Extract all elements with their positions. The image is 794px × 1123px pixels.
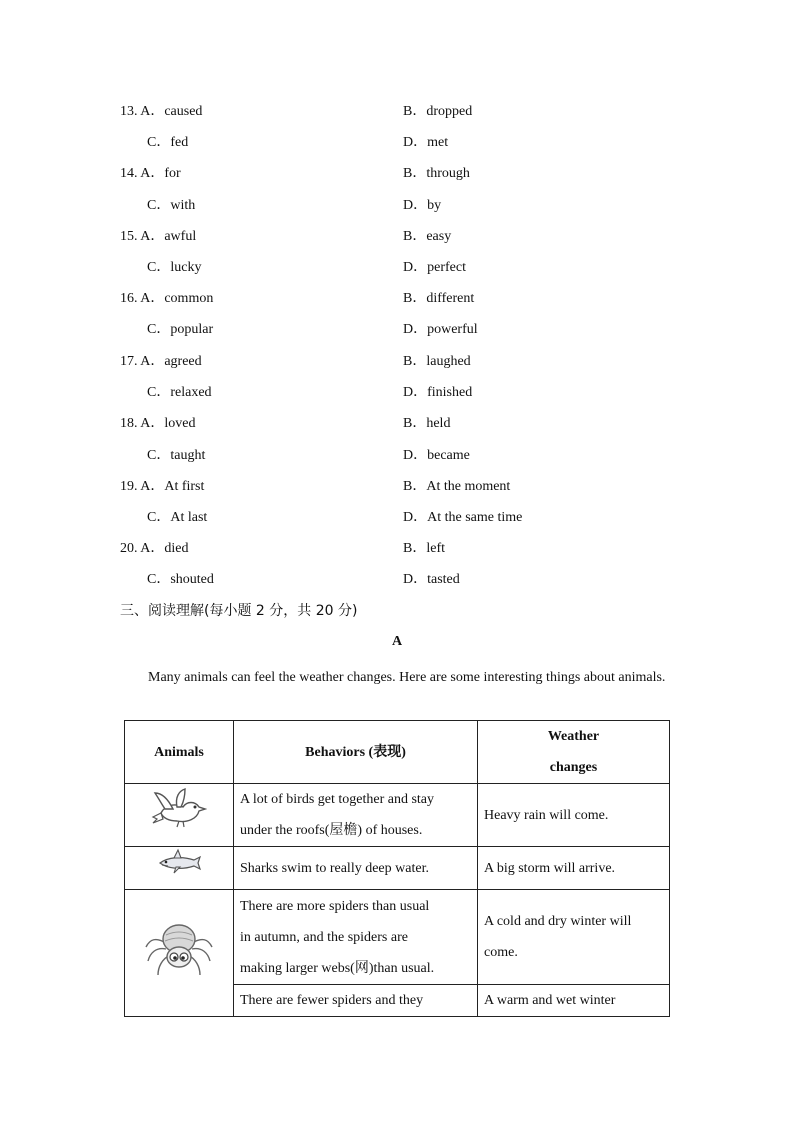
header-weather-line-2: changes bbox=[549, 760, 598, 775]
option-a: 14. A．for bbox=[120, 166, 181, 181]
option-d: D．perfect bbox=[403, 260, 466, 275]
bird-icon bbox=[151, 787, 207, 831]
option-a: 20. A．died bbox=[120, 541, 189, 556]
header-animals: Animals bbox=[125, 721, 234, 784]
option-c: C．taught bbox=[147, 448, 206, 463]
question-17-row-1 bbox=[0, 352, 794, 372]
header-weather bbox=[478, 721, 670, 784]
option-c: C．shouted bbox=[147, 572, 214, 587]
question-15-row-2 bbox=[0, 258, 794, 278]
option-d: D．met bbox=[403, 135, 449, 150]
behavior-line: in autumn, and the spiders are bbox=[240, 929, 408, 945]
section-title: 三、阅读理解(每小题 2 分，共 20 分) bbox=[120, 603, 358, 619]
option-b: B．through bbox=[403, 166, 470, 181]
question-16-row-2 bbox=[0, 320, 794, 340]
question-18-row-1 bbox=[0, 414, 794, 434]
weather-cell: A big storm will arrive. bbox=[478, 847, 670, 890]
option-a: 19. A．At first bbox=[120, 479, 205, 494]
option-b: B．laughed bbox=[403, 354, 471, 369]
table-header-row bbox=[125, 721, 670, 784]
question-14-row-2 bbox=[0, 196, 794, 216]
option-a: 17. A．agreed bbox=[120, 354, 202, 369]
table-row bbox=[125, 890, 670, 985]
question-20-row-1 bbox=[0, 539, 794, 559]
option-d: D．At the same time bbox=[403, 510, 523, 525]
option-a: 13. A．caused bbox=[120, 104, 203, 119]
table-row bbox=[125, 847, 670, 890]
weather-cell: Heavy rain will come. bbox=[478, 784, 670, 847]
passage-intro: Many animals can feel the weather changes. Here are some interesting things about animals. bbox=[148, 670, 666, 685]
option-a: 18. A．loved bbox=[120, 416, 196, 431]
table-row bbox=[125, 784, 670, 847]
weather-line: come. bbox=[484, 945, 518, 960]
question-19-row-2 bbox=[0, 508, 794, 528]
option-d: D．became bbox=[403, 448, 470, 463]
option-d: D．by bbox=[403, 198, 442, 213]
question-15-row-1 bbox=[0, 227, 794, 247]
question-16-row-1 bbox=[0, 289, 794, 309]
animal-cell bbox=[125, 890, 234, 1017]
behavior-cell bbox=[234, 784, 478, 847]
behavior-cell: There are fewer spiders and they bbox=[234, 985, 478, 1017]
question-17-row-2 bbox=[0, 383, 794, 403]
weather-line: A cold and dry winter will bbox=[484, 914, 632, 929]
spider-icon bbox=[144, 915, 214, 979]
option-b: B．left bbox=[403, 541, 445, 556]
animal-cell bbox=[125, 784, 234, 847]
header-behaviors: Behaviors (表现) bbox=[234, 721, 478, 784]
behavior-cell: Sharks swim to really deep water. bbox=[234, 847, 478, 890]
question-20-row-2 bbox=[0, 570, 794, 590]
option-d: D．powerful bbox=[403, 322, 478, 337]
option-c: C．with bbox=[147, 198, 196, 213]
option-c: C．relaxed bbox=[147, 385, 212, 400]
behavior-line: There are more spiders than usual bbox=[240, 898, 430, 914]
header-weather-line-1: Weather bbox=[547, 729, 600, 744]
behavior-line: making larger webs(网)than usual. bbox=[240, 960, 435, 976]
option-b: B．At the moment bbox=[403, 479, 511, 494]
option-b: B．held bbox=[403, 416, 451, 431]
question-14-row-1 bbox=[0, 164, 794, 184]
behavior-line: under the roofs(屋檐) of houses. bbox=[240, 823, 423, 838]
option-b: B．easy bbox=[403, 229, 452, 244]
option-a: 16. A．common bbox=[120, 291, 214, 306]
animal-cell bbox=[125, 847, 234, 890]
option-d: D．tasted bbox=[403, 572, 460, 587]
option-c: C．fed bbox=[147, 135, 189, 150]
question-13-row-2 bbox=[0, 133, 794, 153]
option-c: C．lucky bbox=[147, 260, 202, 275]
behavior-cell bbox=[234, 890, 478, 985]
option-b: B．dropped bbox=[403, 104, 473, 119]
question-19-row-1 bbox=[0, 477, 794, 497]
question-18-row-2 bbox=[0, 446, 794, 466]
passage-label: A bbox=[391, 634, 403, 649]
option-b: B．different bbox=[403, 291, 475, 306]
weather-cell: A warm and wet winter bbox=[478, 985, 670, 1017]
shark-icon bbox=[156, 847, 202, 877]
weather-cell bbox=[478, 890, 670, 985]
animals-table bbox=[124, 720, 670, 1017]
option-a: 15. A．awful bbox=[120, 229, 197, 244]
behavior-line: A lot of birds get together and stay bbox=[240, 792, 435, 807]
option-c: C．At last bbox=[147, 510, 208, 525]
option-c: C．popular bbox=[147, 322, 214, 337]
option-d: D．finished bbox=[403, 385, 473, 400]
question-13-row-1 bbox=[0, 102, 794, 122]
